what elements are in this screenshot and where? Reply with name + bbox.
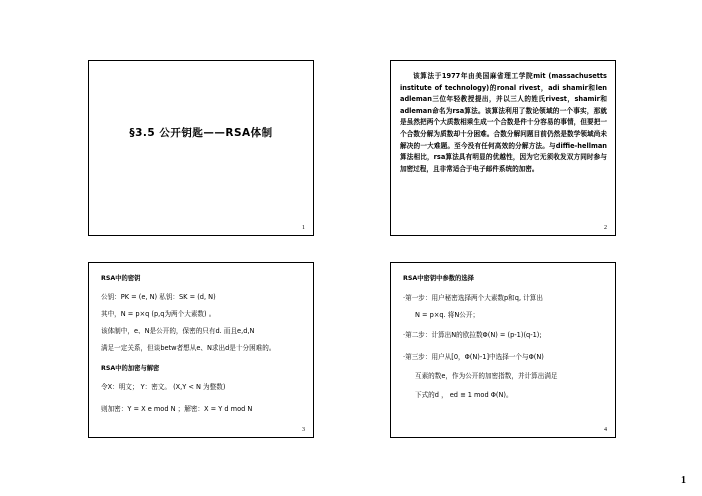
page-number: 1 — [681, 475, 686, 486]
slide-4-line-4: ·第三步：用户从[0，Φ(N)-1]中选择一个与Φ(N) — [403, 353, 544, 361]
slide-3 — [88, 262, 314, 438]
slide-4 — [390, 262, 616, 438]
slide-3-subline-2: 则加密：Y = X e mod N ；解密：X = Y d mod N — [101, 405, 253, 413]
slide-1-number: 1 — [302, 225, 305, 231]
slide-4-heading: RSA中密钥中参数的选择 — [403, 275, 474, 282]
slide-2 — [390, 60, 616, 236]
slide-4-number: 4 — [604, 427, 607, 433]
slide-2-body: 该算法于1977年由美国麻省理工学院mit (massachusetts institute of technology)的ronal rivest，adi shamir和len adleman三位年轻教授提出，并以三人的姓氏rivest，shamir和adleman命名为rsa算法。该算法利用了数论领域的一个事实，那就是虽然把两个大质数相乘生成一个合数是件十分容易的事情，但要把一个合数分解为质数却十分困难。合数分解问题目前仍然是数学领域尚未解决的一大难题。至今没有任何高效的分解方法。与diffie-hellman算法相比，rsa算法具有明显的优越性，因为它无须收发双方同时参与加密过程，且非常适合于电子邮件系统的加密。 — [400, 72, 607, 173]
slide-3-subheading: RSA中的加密与解密 — [101, 365, 160, 372]
slide-3-line-2: 其中，N = p×q (p,q为两个大素数) 。 — [101, 310, 216, 318]
slide-2-number: 2 — [604, 225, 607, 231]
slide-4-line-2: N = p×q. 将N公开； — [415, 311, 480, 319]
slide-4-line-1: ·第一步：用户秘密选择两个大素数p和q, 计算出 — [403, 294, 543, 302]
slide-3-line-3: 该体制中，e、N是公开的，保密的只有d. 而且e,d,N — [101, 327, 255, 335]
slide-3-line-1: 公钥：PK = (e, N) 私钥：SK = (d, N) — [101, 293, 216, 301]
slide-3-heading: RSA中的密钥 — [101, 275, 141, 282]
slide-3-number: 3 — [302, 427, 305, 433]
slide-1-title: §3.5 公开钥匙——RSA体制 — [129, 127, 273, 139]
slide-4-line-5: 互素的数e，作为公开的加密指数，并计算出满足 — [415, 372, 558, 380]
slide-3-line-4: 满足一定关系，但谈betw者想从e、N求出d是十分困难的。 — [101, 344, 276, 352]
slide-1 — [88, 60, 314, 236]
slide-4-line-3: ·第二步：计算出N的欧拉数Φ(N) = (p-1)(q-1); — [403, 331, 542, 339]
slide-4-line-6: 下式的d ， ed ≡ 1 mod Φ(N)。 — [415, 391, 513, 399]
slide-3-subline-1: 令X：明文； Y：密文。 (X,Y < N 为整数) — [101, 383, 226, 391]
